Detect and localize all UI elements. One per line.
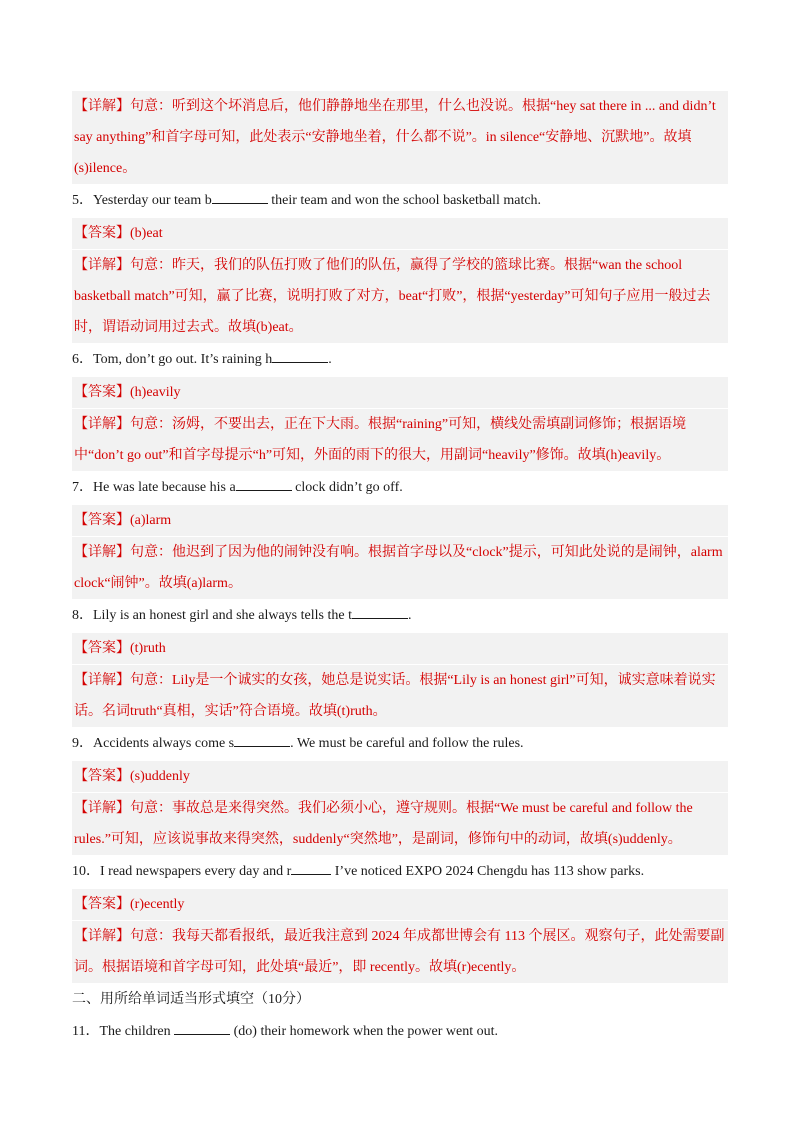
question-8 — [72, 601, 728, 631]
explanation-10 — [72, 921, 728, 983]
answer-blank — [212, 189, 268, 204]
explanation-7 — [72, 537, 728, 599]
answer-10 — [72, 889, 728, 920]
answer-text: 【答案】(a)larm — [74, 513, 172, 528]
question-text-before: Yesterday our team b — [93, 193, 212, 208]
question-number: 8． — [72, 608, 93, 623]
answer-blank — [234, 732, 290, 747]
question-text-after: . — [407, 608, 412, 623]
answer-blank — [174, 1020, 230, 1035]
question-text-before: He was late because his a — [93, 480, 236, 495]
answer-8 — [72, 633, 728, 664]
question-11 — [72, 1017, 728, 1047]
question-7 — [72, 473, 728, 503]
question-number: 7． — [72, 480, 93, 495]
question-text-after: their team and won the school basketball match. — [267, 193, 542, 208]
question-5 — [72, 186, 728, 216]
explanation-text: 【详解】句意：Lily是一个诚实的女孩，她总是说实话。根据“Lily is an honest girl”可知，诚实意味着说实话。名词truth“真相，实话”符合语境。故填(t)ruth。 — [74, 673, 716, 719]
question-number: 10． — [72, 864, 100, 879]
explanation-text: 【详解】句意：汤姆，不要出去，正在下大雨。根据“raining”可知，横线处需填副词修饰；根据语境中“don’t go out”和首字母提示“h”可知，外面的雨下的很大，用副词“heavily”修饰。故填(h)eavily。 — [74, 417, 687, 463]
answer-text: 【答案】(h)eavily — [74, 385, 181, 400]
explanation-text: 【详解】句意：我每天都看报纸，最近我注意到 2024 年成都世博会有 113 个展区。观察句子，此处需要副词。根据语境和首字母可知，此处填“最近”，即 recently。故填(r)ecently。 — [74, 929, 725, 975]
answer-blank — [291, 860, 331, 875]
question-number: 9． — [72, 736, 93, 751]
answer-blank — [272, 348, 328, 363]
explanation-text: 【详解】句意：听到这个坏消息后，他们静静地坐在那里，什么也没说。根据“hey sat there in ... and didn’t say anything”和首字母可知，此处表示“安静地坐着，什么都不说”。in silence“安静地、沉默地”。故填(s)ilence。 — [74, 99, 716, 176]
question-9 — [72, 729, 728, 759]
answer-7 — [72, 505, 728, 536]
question-text-before: Lily is an honest girl and she always tells the t — [93, 608, 352, 623]
answer-blank — [236, 476, 292, 491]
answer-text: 【答案】(t)ruth — [74, 641, 166, 656]
question-text-after: (do) their homework when the power went out. — [230, 1024, 498, 1039]
question-text-before: The children — [99, 1024, 175, 1039]
answer-blank — [352, 604, 408, 619]
answer-5 — [72, 218, 728, 249]
answer-9 — [72, 761, 728, 792]
explanation-6 — [72, 409, 728, 471]
question-text-after: I’ve noticed EXPO 2024 Chengdu has 113 show parks. — [331, 864, 645, 879]
explanation-text: 【详解】句意：昨天，我们的队伍打败了他们的队伍，赢得了学校的篮球比赛。根据“wan the school basketball match”可知，赢了比赛，说明打败了对方，beat“打败”，根据“yesterday”可知句子应用一般过去时，谓语动词用过去式。故填(b)eat。 — [74, 258, 711, 335]
page-content — [72, 90, 728, 1049]
question-text-before: Accidents always come s — [93, 736, 235, 751]
answer-text: 【答案】(r)ecently — [74, 897, 185, 912]
answer-text: 【答案】(b)eat — [74, 226, 163, 241]
explanation-text: 【详解】句意：他迟到了因为他的闹钟没有响。根据首字母以及“clock”提示，可知此处说的是闹钟，alarm clock“闹钟”。故填(a)larm。 — [74, 545, 723, 591]
question-text-after: clock didn’t go off. — [291, 480, 403, 495]
explanation-text: 【详解】句意：事故总是来得突然。我们必须小心，遵守规则。根据“We must be careful and follow the rules.”可知，应该说事故来得突然，suddenly“突然地”，是副词，修饰句中的动词，故填(s)uddenly。 — [74, 801, 693, 847]
question-number: 6． — [72, 352, 93, 367]
explanation-5 — [72, 250, 728, 343]
answer-6 — [72, 377, 728, 408]
section-heading: 二、用所给单词适当形式填空（10分） — [72, 992, 310, 1007]
answer-text: 【答案】(s)uddenly — [74, 769, 190, 784]
question-6 — [72, 345, 728, 375]
explanation-4 — [72, 91, 728, 184]
question-text-before: Tom, don’t go out. It’s raining h — [93, 352, 273, 367]
question-number: 11． — [72, 1024, 100, 1039]
question-number: 5． — [72, 193, 93, 208]
question-text-before: I read newspapers every day and r — [100, 864, 292, 879]
explanation-9 — [72, 793, 728, 855]
explanation-8 — [72, 665, 728, 727]
question-text-after: . We must be careful and follow the rules. — [290, 736, 524, 751]
question-text-after: . — [328, 352, 332, 367]
question-10 — [72, 857, 728, 887]
